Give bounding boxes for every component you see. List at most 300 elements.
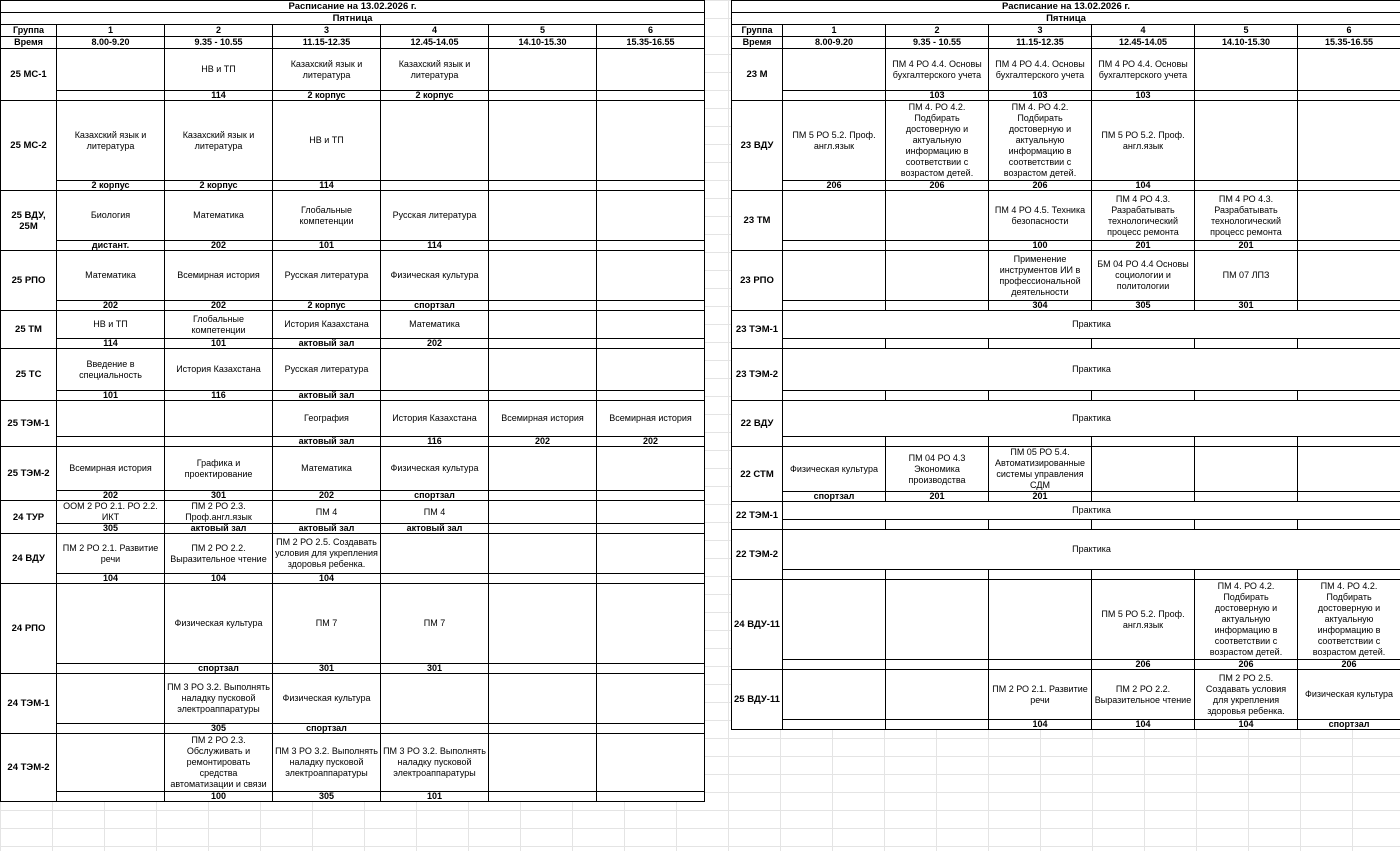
- room-cell: [1195, 181, 1298, 191]
- room-cell: 202: [165, 301, 273, 311]
- room-cell: [597, 724, 705, 734]
- lesson-cell: ПМ 3 РО 3.2. Выполнять наладку пусковой электроаппаратуры: [165, 674, 273, 724]
- lesson-cell: [597, 734, 705, 792]
- lesson-cell: [783, 251, 886, 301]
- lesson-cell: Всемирная история: [489, 401, 597, 437]
- room-cell: [989, 437, 1092, 447]
- room-cell: [489, 664, 597, 674]
- group-name: 25 ТМ: [1, 311, 57, 349]
- lesson-cell: [489, 584, 597, 664]
- room-cell: [489, 301, 597, 311]
- room-cell: [1195, 492, 1298, 502]
- room-cell: [1298, 492, 1400, 502]
- table-row: [732, 447, 1400, 492]
- room-cell: актовый зал: [165, 524, 273, 534]
- slot-number-header: 5: [1195, 25, 1298, 37]
- lesson-cell: Физическая культура: [381, 251, 489, 301]
- room-cell: [57, 724, 165, 734]
- group-name: 25 ТЭМ-1: [1, 401, 57, 447]
- lesson-cell: [1298, 191, 1400, 241]
- lesson-cell: [489, 311, 597, 339]
- room-cell: [886, 241, 989, 251]
- lesson-cell: [597, 447, 705, 491]
- room-row: [1, 301, 705, 311]
- room-cell: 114: [381, 241, 489, 251]
- lesson-cell: НВ и ТП: [57, 311, 165, 339]
- room-cell: [597, 301, 705, 311]
- lesson-cell: Физическая культура: [165, 584, 273, 664]
- lesson-cell: [597, 251, 705, 301]
- lesson-cell: ПМ 4: [273, 501, 381, 524]
- lesson-cell: История Казахстана: [165, 349, 273, 391]
- lesson-cell: ПМ 5 РО 5.2. Проф. англ.язык: [1092, 580, 1195, 660]
- lesson-cell: ПМ 07 ЛПЗ: [1195, 251, 1298, 301]
- lesson-cell: ПМ 5 РО 5.2. Проф. англ.язык: [783, 101, 886, 181]
- slot-number-header: 2: [886, 25, 989, 37]
- room-cell: [489, 391, 597, 401]
- lesson-cell: [489, 734, 597, 792]
- room-cell: [381, 391, 489, 401]
- room-cell: [489, 724, 597, 734]
- room-cell: 201: [989, 492, 1092, 502]
- room-cell: [886, 520, 989, 530]
- lesson-cell: БМ 04 РО 4.4 Основы социологии и политологии: [1092, 251, 1195, 301]
- lesson-cell: Казахский язык и литература: [381, 49, 489, 91]
- group-name: 23 РПО: [732, 251, 783, 311]
- time-slot-header: 8.00-9.20: [783, 37, 886, 49]
- group-name: 25 ВДУ, 25М: [1, 191, 57, 251]
- room-cell: [886, 660, 989, 670]
- lesson-cell: [783, 191, 886, 241]
- slot-number-header: 3: [989, 25, 1092, 37]
- lesson-cell: ПМ 04 РО 4.3 Экономика производства: [886, 447, 989, 492]
- practice-cell: Практика: [783, 401, 1400, 437]
- lesson-cell: [489, 349, 597, 391]
- lesson-cell: ПМ 2 РО 2.1. Развитие речи: [57, 534, 165, 574]
- lesson-cell: ООМ 2 РО 2.1. РО 2.2. ИКТ: [57, 501, 165, 524]
- room-row: [732, 720, 1400, 730]
- slot-number-header: 2: [165, 25, 273, 37]
- room-cell: [1195, 91, 1298, 101]
- room-cell: 201: [886, 492, 989, 502]
- practice-cell: Практика: [783, 311, 1400, 339]
- room-cell: [1298, 241, 1400, 251]
- group-name: 23 ТЭМ-2: [732, 349, 783, 401]
- room-cell: 202: [273, 491, 381, 501]
- room-cell: [783, 339, 886, 349]
- room-cell: 2 корпус: [57, 181, 165, 191]
- room-cell: 114: [273, 181, 381, 191]
- table-row: [732, 502, 1400, 520]
- room-cell: 100: [989, 241, 1092, 251]
- room-cell: [783, 660, 886, 670]
- time-header: Время: [732, 37, 783, 49]
- table-row: [1, 447, 705, 491]
- lesson-cell: Русская литература: [381, 191, 489, 241]
- lesson-cell: ПМ 7: [273, 584, 381, 664]
- room-cell: [597, 241, 705, 251]
- lesson-cell: [783, 49, 886, 91]
- lesson-cell: Казахский язык и литература: [273, 49, 381, 91]
- lesson-cell: [989, 580, 1092, 660]
- table-row: [1, 349, 705, 391]
- lesson-cell: [489, 674, 597, 724]
- room-cell: [1195, 339, 1298, 349]
- lesson-cell: ПМ 4. РО 4.2. Подбирать достоверную и актуальную информацию в соответствии с возрастом детей.: [886, 101, 989, 181]
- lesson-cell: [886, 191, 989, 241]
- room-cell: [1298, 181, 1400, 191]
- room-row: [1, 339, 705, 349]
- room-cell: [1092, 492, 1195, 502]
- slot-number-header: 4: [1092, 25, 1195, 37]
- room-cell: [57, 91, 165, 101]
- room-cell: актовый зал: [273, 524, 381, 534]
- room-cell: 103: [989, 91, 1092, 101]
- room-cell: [1298, 520, 1400, 530]
- room-cell: дистант.: [57, 241, 165, 251]
- room-cell: [886, 437, 989, 447]
- group-name: 24 ТУР: [1, 501, 57, 534]
- room-cell: [381, 181, 489, 191]
- room-row: [732, 391, 1400, 401]
- room-cell: 114: [57, 339, 165, 349]
- room-row: [732, 241, 1400, 251]
- lesson-cell: Физическая культура: [1298, 670, 1400, 720]
- room-row: [1, 91, 705, 101]
- room-cell: спортзал: [165, 664, 273, 674]
- lesson-cell: География: [273, 401, 381, 437]
- room-cell: 202: [57, 301, 165, 311]
- room-cell: 202: [57, 491, 165, 501]
- lesson-cell: ПМ 2 РО 2.3. Проф.англ.язык: [165, 501, 273, 524]
- time-slot-header: 12.45-14.05: [381, 37, 489, 49]
- room-cell: [597, 339, 705, 349]
- room-cell: [597, 792, 705, 802]
- room-cell: 206: [989, 181, 1092, 191]
- room-cell: актовый зал: [273, 391, 381, 401]
- room-cell: [489, 491, 597, 501]
- room-row: [732, 520, 1400, 530]
- lesson-cell: [886, 251, 989, 301]
- room-cell: [886, 720, 989, 730]
- lesson-cell: Глобальные компетенции: [273, 191, 381, 241]
- time-slot-header: 8.00-9.20: [57, 37, 165, 49]
- group-name: 23 ТМ: [732, 191, 783, 251]
- room-cell: 104: [1092, 720, 1195, 730]
- lesson-cell: ПМ 05 РО 5.4. Автоматизированные системы управления СДМ: [989, 447, 1092, 492]
- lesson-cell: ПМ 2 РО 2.3. Обслуживать и ремонтировать средства автоматизации и связи: [165, 734, 273, 792]
- lesson-cell: ПМ 2 РО 2.5. Создавать условия для укрепления здоровья ребенка.: [1195, 670, 1298, 720]
- lesson-cell: Введение в специальность: [57, 349, 165, 391]
- table-row: [1, 501, 705, 524]
- room-cell: [1298, 339, 1400, 349]
- room-cell: [783, 301, 886, 311]
- lesson-cell: Физическая культура: [381, 447, 489, 491]
- room-cell: актовый зал: [381, 524, 489, 534]
- room-row: [732, 301, 1400, 311]
- room-row: [1, 792, 705, 802]
- lesson-cell: ПМ 4 РО 4.4. Основы бухгалтерского учета: [1092, 49, 1195, 91]
- room-cell: 305: [57, 524, 165, 534]
- time-slot-header: 9.35 - 10.55: [886, 37, 989, 49]
- slot-number-header: 3: [273, 25, 381, 37]
- lesson-cell: [57, 584, 165, 664]
- practice-cell: Практика: [783, 349, 1400, 391]
- room-cell: 305: [1092, 301, 1195, 311]
- group-name: 22 ТЭМ-2: [732, 530, 783, 580]
- room-cell: 104: [1092, 181, 1195, 191]
- table-row: [1, 674, 705, 724]
- room-row: [732, 660, 1400, 670]
- time-slot-header: 14.10-15.30: [489, 37, 597, 49]
- room-cell: 104: [1195, 720, 1298, 730]
- room-cell: [57, 664, 165, 674]
- room-cell: 301: [165, 491, 273, 501]
- time-slot-header: 9.35 - 10.55: [165, 37, 273, 49]
- room-cell: [1092, 437, 1195, 447]
- schedule-day: Пятница: [732, 13, 1400, 25]
- lesson-cell: Казахский язык и литература: [57, 101, 165, 181]
- room-cell: 202: [489, 437, 597, 447]
- practice-cell: Практика: [783, 502, 1400, 520]
- time-slot-header: 14.10-15.30: [1195, 37, 1298, 49]
- lesson-cell: [489, 101, 597, 181]
- room-cell: [489, 91, 597, 101]
- room-cell: 103: [886, 91, 989, 101]
- lesson-cell: История Казахстана: [273, 311, 381, 339]
- room-cell: [489, 241, 597, 251]
- lesson-cell: [489, 251, 597, 301]
- lesson-cell: [597, 311, 705, 339]
- table-row: [732, 101, 1400, 181]
- table-row: [732, 191, 1400, 241]
- group-name: 25 РПО: [1, 251, 57, 311]
- table-row: [732, 530, 1400, 570]
- lesson-cell: Казахский язык и литература: [165, 101, 273, 181]
- room-cell: спортзал: [1298, 720, 1400, 730]
- lesson-cell: История Казахстана: [381, 401, 489, 437]
- room-cell: 116: [381, 437, 489, 447]
- room-cell: [165, 437, 273, 447]
- lesson-cell: ПМ 4. РО 4.2. Подбирать достоверную и актуальную информацию в соответствии с возрастом детей.: [989, 101, 1092, 181]
- time-slot-header: 11.15-12.35: [989, 37, 1092, 49]
- room-row: [732, 339, 1400, 349]
- schedule-table-left: [0, 0, 705, 802]
- lesson-cell: [597, 101, 705, 181]
- room-cell: [597, 524, 705, 534]
- lesson-cell: ПМ 4. РО 4.2. Подбирать достоверную и актуальную информацию в соответствии с возрастом детей.: [1195, 580, 1298, 660]
- lesson-cell: [1298, 49, 1400, 91]
- group-name: 23 ТЭМ-1: [732, 311, 783, 349]
- room-cell: [1092, 520, 1195, 530]
- group-name: 24 ВДУ-11: [732, 580, 783, 670]
- lesson-cell: [381, 534, 489, 574]
- room-cell: 305: [165, 724, 273, 734]
- lesson-cell: [489, 191, 597, 241]
- room-cell: 206: [886, 181, 989, 191]
- table-row: [732, 251, 1400, 301]
- lesson-cell: Математика: [273, 447, 381, 491]
- room-cell: [783, 91, 886, 101]
- lesson-cell: [489, 49, 597, 91]
- room-cell: [886, 339, 989, 349]
- room-cell: [1092, 570, 1195, 580]
- room-cell: актовый зал: [273, 339, 381, 349]
- practice-cell: Практика: [783, 530, 1400, 570]
- lesson-cell: [381, 674, 489, 724]
- lesson-cell: ПМ 3 РО 3.2. Выполнять наладку пусковой электроаппаратуры: [273, 734, 381, 792]
- room-cell: актовый зал: [273, 437, 381, 447]
- lesson-cell: Русская литература: [273, 349, 381, 391]
- lesson-cell: [381, 349, 489, 391]
- lesson-cell: ПМ 3 РО 3.2. Выполнять наладку пусковой электроаппаратуры: [381, 734, 489, 792]
- time-slot-header: 15.35-16.55: [1298, 37, 1400, 49]
- room-row: [1, 574, 705, 584]
- room-cell: [597, 491, 705, 501]
- table-row: [1, 49, 705, 91]
- lesson-cell: [783, 670, 886, 720]
- lesson-cell: [489, 501, 597, 524]
- table-row: [732, 401, 1400, 437]
- group-name: 24 ТЭМ-1: [1, 674, 57, 734]
- time-slot-header: 15.35-16.55: [597, 37, 705, 49]
- room-cell: [783, 391, 886, 401]
- room-cell: [1298, 437, 1400, 447]
- room-cell: [1298, 91, 1400, 101]
- lesson-cell: Всемирная история: [165, 251, 273, 301]
- lesson-cell: ПМ 4. РО 4.2. Подбирать достоверную и актуальную информацию в соответствии с возрастом детей.: [1298, 580, 1400, 660]
- room-cell: [1092, 391, 1195, 401]
- slot-number-header: 4: [381, 25, 489, 37]
- lesson-cell: [886, 580, 989, 660]
- room-row: [732, 181, 1400, 191]
- room-cell: 100: [165, 792, 273, 802]
- room-cell: [57, 792, 165, 802]
- room-cell: 305: [273, 792, 381, 802]
- room-cell: [989, 520, 1092, 530]
- room-cell: [1092, 339, 1195, 349]
- group-name: 24 РПО: [1, 584, 57, 674]
- lesson-cell: [1092, 447, 1195, 492]
- room-cell: 104: [165, 574, 273, 584]
- table-row: [1, 251, 705, 301]
- table-row: [1, 534, 705, 574]
- lesson-cell: Графика и проектирование: [165, 447, 273, 491]
- room-cell: [989, 660, 1092, 670]
- table-row: [732, 349, 1400, 391]
- lesson-cell: ПМ 2 РО 2.2. Выразительное чтение: [165, 534, 273, 574]
- room-cell: 101: [381, 792, 489, 802]
- room-cell: [886, 391, 989, 401]
- lesson-cell: Математика: [381, 311, 489, 339]
- room-cell: 202: [165, 241, 273, 251]
- lesson-cell: [489, 447, 597, 491]
- room-cell: 301: [381, 664, 489, 674]
- room-cell: 116: [165, 391, 273, 401]
- room-cell: [783, 241, 886, 251]
- room-cell: 104: [57, 574, 165, 584]
- room-cell: [886, 301, 989, 311]
- room-cell: 101: [57, 391, 165, 401]
- group-header: Группа: [1, 25, 57, 37]
- room-row: [1, 491, 705, 501]
- table-row: [1, 191, 705, 241]
- group-name: 25 ТЭМ-2: [1, 447, 57, 501]
- room-row: [732, 91, 1400, 101]
- room-cell: 201: [1092, 241, 1195, 251]
- room-cell: [783, 520, 886, 530]
- room-cell: [989, 339, 1092, 349]
- room-cell: спортзал: [381, 491, 489, 501]
- room-cell: [1195, 570, 1298, 580]
- room-cell: [381, 724, 489, 734]
- lesson-cell: ПМ 4 РО 4.3. Разрабатывать технологический процесс ремонта: [1092, 191, 1195, 241]
- group-name: 25 МС-1: [1, 49, 57, 101]
- lesson-cell: НВ и ТП: [273, 101, 381, 181]
- lesson-cell: Математика: [57, 251, 165, 301]
- room-row: [1, 724, 705, 734]
- lesson-cell: [597, 349, 705, 391]
- room-cell: [1195, 391, 1298, 401]
- table-row: [732, 580, 1400, 660]
- slot-number-header: 6: [1298, 25, 1400, 37]
- lesson-cell: [597, 584, 705, 664]
- lesson-cell: [489, 534, 597, 574]
- room-cell: 114: [165, 91, 273, 101]
- schedule-title: Расписание на 13.02.2026 г.: [1, 1, 705, 13]
- lesson-cell: ПМ 4 РО 4.3. Разрабатывать технологический процесс ремонта: [1195, 191, 1298, 241]
- lesson-cell: Глобальные компетенции: [165, 311, 273, 339]
- group-name: 25 ВДУ-11: [732, 670, 783, 730]
- lesson-cell: [57, 401, 165, 437]
- group-name: 22 ВДУ: [732, 401, 783, 447]
- group-name: 22 ТЭМ-1: [732, 502, 783, 530]
- lesson-cell: Русская литература: [273, 251, 381, 301]
- room-cell: [1298, 570, 1400, 580]
- lesson-cell: [597, 191, 705, 241]
- room-row: [1, 664, 705, 674]
- lesson-cell: [886, 670, 989, 720]
- lesson-cell: Биология: [57, 191, 165, 241]
- room-cell: 101: [165, 339, 273, 349]
- lesson-cell: ПМ 4: [381, 501, 489, 524]
- room-cell: [989, 391, 1092, 401]
- room-cell: спортзал: [783, 492, 886, 502]
- time-slot-header: 11.15-12.35: [273, 37, 381, 49]
- lesson-cell: [597, 534, 705, 574]
- table-row: [732, 670, 1400, 720]
- table-row: [1, 584, 705, 664]
- room-cell: 2 корпус: [273, 91, 381, 101]
- table-row: [1, 311, 705, 339]
- table-row: [1, 101, 705, 181]
- room-cell: 206: [783, 181, 886, 191]
- table-row: [1, 401, 705, 437]
- lesson-cell: Математика: [165, 191, 273, 241]
- lesson-cell: Всемирная история: [597, 401, 705, 437]
- group-header: Группа: [732, 25, 783, 37]
- group-name: 23 М: [732, 49, 783, 101]
- room-row: [1, 524, 705, 534]
- group-name: 25 МС-2: [1, 101, 57, 191]
- lesson-cell: [57, 49, 165, 91]
- lesson-cell: [1195, 49, 1298, 91]
- time-header: Время: [1, 37, 57, 49]
- lesson-cell: ПМ 5 РО 5.2. Проф. англ.язык: [1092, 101, 1195, 181]
- lesson-cell: [1195, 447, 1298, 492]
- room-cell: [597, 664, 705, 674]
- lesson-cell: ПМ 2 РО 2.1. Развитие речи: [989, 670, 1092, 720]
